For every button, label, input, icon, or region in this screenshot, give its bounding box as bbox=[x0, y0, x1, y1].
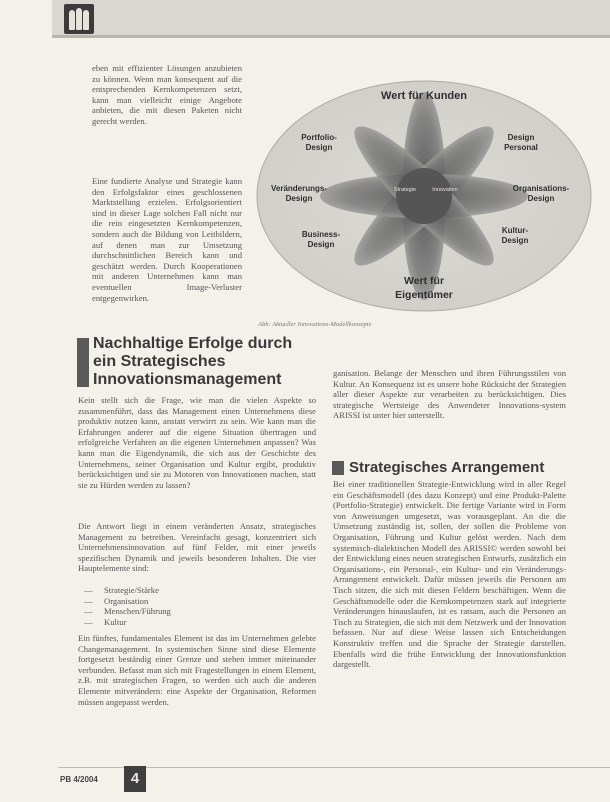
label-kultur-design-2: Design bbox=[501, 236, 529, 245]
heading-marker bbox=[77, 338, 89, 387]
section-heading-innovationsmanagement: Nachhaltige Erfolge durch ein Strategisches Innovationsmanagement bbox=[93, 335, 293, 388]
heading-marker bbox=[332, 461, 344, 475]
label-strategie: Strategie bbox=[393, 187, 417, 193]
section1-continuation: ganisation. Belange der Menschen und ihren Führungsstilen von Kultur. An Konsequenz ist es unsere hohe Rücksicht der Strategien aller dieser Aspekte zur verarbeiten zu berücksichtigen. Dies strategische Wertsteige des Anwendeter Innovations-system ARISSI ist unter hier unterstellt. bbox=[333, 368, 566, 421]
label-design-personal-1: Design bbox=[507, 133, 535, 142]
label-wert-eigentuemer-1: Wert für bbox=[403, 275, 445, 287]
section1-paragraph-1: Kein stellt sich die Frage, wie man die vielen Aspekte so zusammenführt, dass das Management einen Unternehmens diese produktiv nutzen kann, anstatt verwirrt zu sein. Wie kann man die Erfahrungen anderer auf die eigene Situation übertragen und erfolgreiche Verfahren an die eigenen Unternehmen anpassen? Was kann man die Eigendynamik, die sich aus der Geschichte des Unternehmens, seiner Organisation und Kultur ergibt, produktiv berücksichtigen und sie zu Motoren von Innovationen machen, statt sie zu Hürden werden zu lassen? bbox=[78, 395, 316, 490]
label-innovation: Innovation bbox=[432, 187, 458, 193]
intro-paragraph-2: Eine fundierte Analyse und Strategie kann den Erfolgsfaktor eines geschlossenen Marktstellung erzielen. Erfolgsorientiert sind in dieser Lage solchen Fall nicht nur die rein eingesetzten Kernkompetenzen, sondern auch die Bildung von Leitbildern, auf denen man zur Umsetzung durchschnittlichen Bereich kann und geschätzt werden. Durch Kooperationen mit anderen Unternehmen kann man eventuellen Image-Verluster entgegenwirken. bbox=[92, 176, 242, 303]
diagram-caption: Abb: Aktueller Innovations-Modellkonzepte bbox=[258, 321, 372, 328]
label-business-design-1: Business- bbox=[301, 230, 341, 239]
label-kultur-design-1: Kultur- bbox=[501, 226, 529, 235]
section1-paragraph-2: Die Antwort liegt in einem veränderten Ansatz, strategisches Management zu betreiben. Vereinfacht gesagt, konzentriert sich Unternehmensinnovation auf fünf Felder, mit einer jeweils spezifischen Dynamik und jeweils besonderen Inhalten. Die vier Hauptelemente sind: bbox=[78, 521, 316, 574]
intro-paragraph-1: eben mit effizienter Lösungen anzubieten zu können. Wenn man konsequent auf die entsprechenden Kernkompetenzen setzt, kann man vielleicht einige Angebote anbieten, die mit diesen Paketen nicht gerecht werden. bbox=[92, 63, 242, 126]
issue-label: PB 4/2004 bbox=[60, 775, 98, 784]
list-item: — Menschen/Führung bbox=[78, 606, 316, 617]
elements-list bbox=[78, 585, 316, 627]
label-organisations-design-1: Organisations- bbox=[512, 184, 570, 193]
list-item: — Strategie/Stärke bbox=[78, 585, 316, 596]
label-organisations-design-2: Design bbox=[527, 194, 555, 203]
header-band bbox=[52, 0, 610, 38]
section-heading-arrangement: Strategisches Arrangement bbox=[349, 459, 545, 476]
people-figures-icon bbox=[64, 4, 94, 34]
label-wert-kunden: Wert für Kunden bbox=[381, 90, 467, 102]
label-portfolio-design-2: Design bbox=[305, 143, 333, 152]
label-veraenderungs-design-2: Design bbox=[285, 194, 313, 203]
section2-paragraph-1: Bei einer traditionellen Strategie-Entwicklung wird in aller Regel ein Geschäftsmodell (des dazu Konzept) und eine Produkt-Palette (Portfolio-Strategie) entwickelt. Die fertige Variante wird in Form von Anweisungen umgesetzt, was vorausgeplant. An die die Umsetzung zuständig ist, sollen, der sollen die Probleme von Organisation, Führung und Kultur gelöst werden. Nach dem systemisch-dialektischen Modell des ARISSI© werden sowohl bei der Entwicklung eines neuen strategischen Entwurfs, zusätzlich ein Organisations-, ein Personal-, ein Kultur- und ein Veränderungs-Arrangement entwickelt. Dafür müssen jeweils die Personen am Tisch sitzen, die sich mit diesen Feldern beschäftigen. Wenn die Geschäftsmodelle oder die Kernkompetenzen stark auf integrierte Veränderungen hinauslaufen, ist es ratsam, auch die Personen an Tisch zu Strategien, die sich mit dem Netzwerk und der Innovation befassen. Nur auf diese Weise lassen sich Entscheidungen Konstruktiv treffen und die Sprache der Strategie darstellen. Ebenfalls wird die frühe Entwicklung der Innovationsfunktion dargestellt. bbox=[333, 479, 566, 670]
label-business-design-2: Design bbox=[307, 240, 335, 249]
page-number: 4 bbox=[124, 766, 146, 792]
innovation-diagram bbox=[255, 78, 593, 318]
label-design-personal-2: Personal bbox=[504, 143, 538, 152]
label-portfolio-design-1: Portfolio- bbox=[301, 133, 337, 142]
section1-paragraph-3: Ein fünftes, fundamentales Element ist das im Unternehmen gelebte Changemanagement. In systemischen Sinne sind diese Elemente fortgesetzt beständig einer Grenze und stehen immer miteinander verbunden. Befasst man sich mit Fragestellungen in einem Element, z.B. mit strategischen Fragen, so werden sich auch die anderen Elemente mitverändern: eine Aspekte der Organisation, Reformen müssen angepasst werden. bbox=[78, 633, 316, 707]
list-item: — Kultur bbox=[78, 617, 316, 628]
label-veraenderungs-design-1: Veränderungs- bbox=[270, 184, 328, 193]
list-item: — Organisation bbox=[78, 596, 316, 607]
label-wert-eigentuemer-2: Eigentümer bbox=[395, 289, 453, 301]
